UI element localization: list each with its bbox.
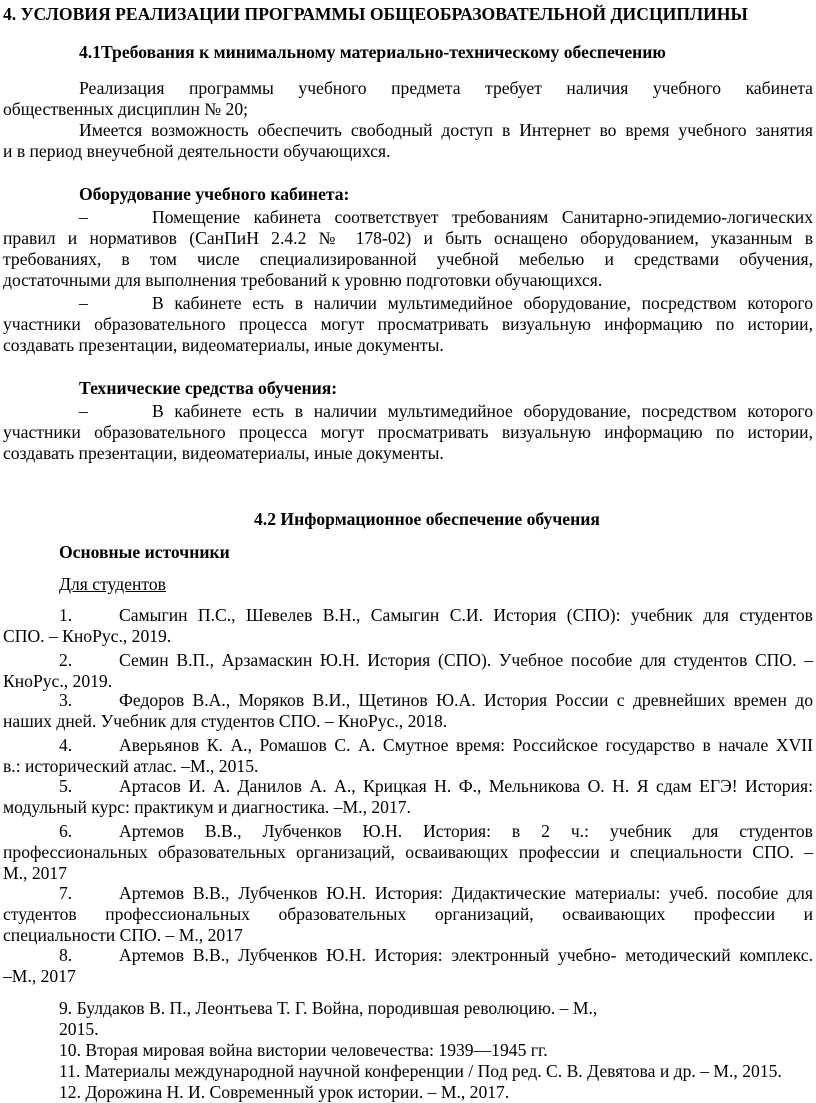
- reference-text: Артасов И. А. Данилов А. А., Крицкая Н. Ф., Мельникова О. Н. Я сдам ЕГЭ! История:: [119, 776, 813, 796]
- list-item-text: Помещение кабинета соответствует требованиям Санитарно-эпидемио-логических: [152, 207, 813, 227]
- paragraph-line: Реализация программы учебного предмета требует наличия учебного кабинета: [79, 78, 813, 98]
- list-item-line: [79, 401, 813, 422]
- reference-text: Артемов В.В., Лубченков Ю.Н. История: в 2 ч.: учебник для студентов: [119, 821, 813, 841]
- list-item-line: [79, 207, 813, 228]
- reference-number: 6.: [59, 821, 73, 841]
- list-item-line: [79, 293, 813, 314]
- reference-line: [59, 605, 813, 626]
- reference-line: 12. Дорожина Н. И. Современный урок истории. – М., 2017.: [59, 1082, 510, 1102]
- reference-line: [59, 945, 813, 966]
- students-subtitle: Для студентов: [59, 574, 166, 594]
- reference-text: Артемов В.В., Лубченков Ю.Н. История: Дидактические материалы: учеб. пособие для: [119, 883, 813, 903]
- reference-line: модульный курс: практикум и диагностика. –М., 2017.: [3, 797, 411, 817]
- reference-line: [59, 735, 813, 756]
- reference-line: [59, 776, 813, 797]
- paragraph-line: и в период внеучебной деятельности обучающихся.: [3, 141, 391, 161]
- reference-line: студентов профессиональных образовательных организаций, осваивающих профессии и: [3, 904, 813, 924]
- list-item-text: В кабинете есть в наличии мультимедийное оборудование, посредством которого: [152, 401, 813, 421]
- reference-line: [59, 650, 813, 671]
- reference-number: 1.: [59, 605, 73, 625]
- reference-line: КноРус., 2019.: [3, 671, 113, 691]
- reference-text: Аверьянов К. А., Ромашов С. А. Смутное время: Российское государство в начале XVII: [119, 735, 813, 755]
- reference-number: 3.: [59, 690, 73, 710]
- list-item-line: достаточными для выполнения требований к уровню подготовки обучающихся.: [3, 270, 603, 290]
- list-item-line: участники образовательного процесса могут просматривать визуальную информацию по истории,: [3, 314, 813, 334]
- reference-line: 2015.: [59, 1019, 99, 1039]
- reference-text: Артемов В.В., Лубченков Ю.Н. История: электронный учебно- методический комплекс.: [119, 945, 813, 965]
- reference-line: [59, 821, 813, 842]
- list-item-line: создавать презентации, видеоматериалы, иные документы.: [3, 443, 444, 463]
- paragraph-line: Имеется возможность обеспечить свободный доступ в Интернет во время учебного занятия: [79, 120, 813, 140]
- reference-number: 4.: [59, 735, 73, 755]
- reference-line: профессиональных образовательных организаций, осваивающих профессии и специальности СПО. –: [3, 842, 813, 862]
- reference-line: 11. Материалы международной научной конференции / Под ред. С. В. Девятова и др. – М., 2015.: [59, 1061, 782, 1081]
- list-item-line: правил и нормативов (СанПиН 2.4.2 № 178-02) и быть оснащено оборудованием, указанным в: [3, 228, 813, 248]
- reference-text: Семин В.П., Арзамаскин Ю.Н. История (СПО). Учебное пособие для студентов СПО. –: [119, 650, 813, 670]
- tech-title: Технические средства обучения:: [79, 378, 338, 398]
- paragraph-line: общественных дисциплин № 20;: [3, 99, 248, 119]
- reference-text: Федоров В.А., Моряков В.И., Щетинов Ю.А. История России с древнейших времен до: [119, 690, 813, 710]
- document-heading: 4. УСЛОВИЯ РЕАЛИЗАЦИИ ПРОГРАММЫ ОБЩЕОБРАЗОВАТЕЛЬНОЙ ДИСЦИПЛИНЫ: [3, 4, 748, 24]
- dash-marker: –: [79, 207, 88, 227]
- reference-number: 5.: [59, 776, 73, 796]
- list-item-line: создавать презентации, видеоматериалы, иные документы.: [3, 335, 444, 355]
- reference-line: М., 2017: [3, 863, 68, 883]
- equipment-title: Оборудование учебного кабинета:: [79, 184, 350, 204]
- dash-marker: –: [79, 293, 88, 313]
- list-item-line: требованиях, в том числе специализированной учебной мебелью и средствами обучения,: [3, 249, 813, 269]
- reference-line: –М., 2017: [3, 966, 76, 986]
- reference-line: [59, 883, 813, 904]
- dash-marker: –: [79, 401, 88, 421]
- reference-line: СПО. – КноРус., 2019.: [3, 626, 172, 646]
- reference-line: 9. Булдаков В. П., Леонтьева Т. Г. Война, породившая революцию. – М.,: [59, 998, 598, 1018]
- reference-number: 8.: [59, 945, 73, 965]
- reference-line: 10. Вторая мировая война вистории человечества: 1939—1945 гг.: [59, 1040, 548, 1060]
- list-item-text: В кабинете есть в наличии мультимедийное оборудование, посредством которого: [152, 293, 813, 313]
- section-4-2-title: 4.2 Информационное обеспечение обучения: [254, 509, 600, 529]
- list-item-line: участники образовательного процесса могут просматривать визуальную информацию по истории,: [3, 422, 813, 442]
- section-4-1-title: 4.1Требования к минимальному материально-техническому обеспечению: [79, 42, 666, 62]
- reference-line: в.: исторический атлас. –М., 2015.: [3, 756, 259, 776]
- reference-text: Самыгин П.С., Шевелев В.Н., Самыгин С.И. История (СПО): учебник для студентов: [119, 605, 813, 625]
- reference-line: специальности СПО. – М., 2017: [3, 925, 243, 945]
- reference-number: 7.: [59, 883, 73, 903]
- reference-number: 2.: [59, 650, 73, 670]
- reference-line: наших дней. Учебник для студентов СПО. – КноРус., 2018.: [3, 711, 448, 731]
- reference-line: [59, 690, 813, 711]
- sources-title: Основные источники: [59, 542, 230, 562]
